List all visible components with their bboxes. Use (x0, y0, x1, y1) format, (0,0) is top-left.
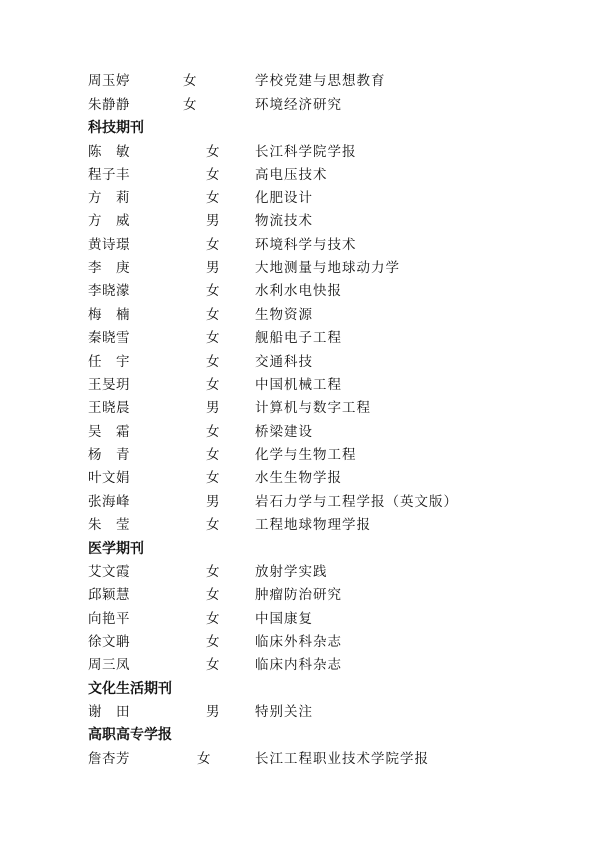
journal-name: 岩石力学与工程学报（英文版） (255, 494, 458, 510)
list-item (0, 444, 602, 467)
list-item (0, 187, 602, 210)
list-item (0, 164, 602, 187)
journal-name: 交通科技 (255, 354, 313, 370)
list-item (0, 631, 602, 654)
list-item (0, 374, 602, 397)
journal-name: 生物资源 (255, 307, 313, 323)
person-gender: 女 (183, 73, 197, 89)
person-name: 黄诗璟 (88, 237, 130, 253)
list-item (0, 304, 602, 327)
journal-name: 肿瘤防治研究 (255, 587, 342, 603)
list-item (0, 327, 602, 350)
person-name: 梅 楠 (88, 307, 130, 323)
list-item (0, 421, 602, 444)
journal-name: 环境科学与技术 (255, 237, 357, 253)
journal-name: 中国康复 (255, 611, 313, 627)
person-gender: 女 (206, 634, 220, 650)
journal-name: 化肥设计 (255, 190, 313, 206)
person-gender: 男 (206, 400, 220, 416)
journal-name: 化学与生物工程 (255, 447, 357, 463)
journal-name: 长江科学院学报 (255, 144, 357, 160)
section-heading: 文化生活期刊 (88, 681, 172, 697)
person-name: 徐文聃 (88, 634, 130, 650)
person-gender: 女 (206, 564, 220, 580)
section-heading: 科技期刊 (88, 120, 144, 136)
person-gender: 女 (206, 283, 220, 299)
person-gender: 女 (206, 237, 220, 253)
journal-name: 计算机与数字工程 (255, 400, 371, 416)
person-gender: 女 (183, 97, 197, 113)
person-name: 吴 霜 (88, 424, 130, 440)
person-name: 李晓濛 (88, 283, 130, 299)
journal-name: 舰船电子工程 (255, 330, 342, 346)
person-name: 张海峰 (88, 494, 130, 510)
person-gender: 男 (206, 704, 220, 720)
list-item (0, 491, 602, 514)
journal-name: 长江工程职业技术学院学报 (255, 751, 429, 767)
list-item (0, 234, 602, 257)
journal-name: 特别关注 (255, 704, 313, 720)
list-item (0, 514, 602, 537)
section-heading: 医学期刊 (88, 541, 144, 557)
person-gender: 男 (206, 260, 220, 276)
person-name: 任 宇 (88, 354, 130, 370)
journal-name: 临床外科杂志 (255, 634, 342, 650)
person-gender: 女 (197, 751, 211, 767)
list-item (0, 467, 602, 490)
person-name: 邱颖慧 (88, 587, 130, 603)
list-item (0, 257, 602, 280)
person-name: 方 威 (88, 213, 130, 229)
list-item (0, 748, 602, 771)
person-gender: 女 (206, 470, 220, 486)
person-gender: 女 (206, 307, 220, 323)
section-heading: 高职高专学报 (88, 727, 172, 743)
journal-name: 水生生物学报 (255, 470, 342, 486)
person-gender: 女 (206, 611, 220, 627)
person-gender: 女 (206, 330, 220, 346)
person-name: 陈 敏 (88, 144, 130, 160)
list-item (0, 654, 602, 677)
person-gender: 女 (206, 587, 220, 603)
person-name: 詹杏芳 (88, 751, 130, 767)
person-gender: 男 (206, 213, 220, 229)
list-item (0, 141, 602, 164)
person-gender: 男 (206, 494, 220, 510)
journal-name: 环境经济研究 (255, 97, 342, 113)
list-item (0, 280, 602, 303)
person-name: 周三凤 (88, 657, 130, 673)
person-gender: 女 (206, 377, 220, 393)
person-gender: 女 (206, 167, 220, 183)
journal-name: 中国机械工程 (255, 377, 342, 393)
person-name: 谢 田 (88, 704, 130, 720)
person-name: 朱 莹 (88, 517, 130, 533)
person-gender: 女 (206, 424, 220, 440)
list-item (0, 561, 602, 584)
list-item (0, 584, 602, 607)
journal-name: 临床内科杂志 (255, 657, 342, 673)
journal-name: 学校党建与思想教育 (255, 73, 386, 89)
list-item (0, 210, 602, 233)
person-name: 艾文霞 (88, 564, 130, 580)
person-gender: 女 (206, 354, 220, 370)
person-gender: 女 (206, 657, 220, 673)
person-gender: 女 (206, 447, 220, 463)
person-name: 王旻玥 (88, 377, 130, 393)
list-item (0, 397, 602, 420)
list-item (0, 70, 602, 93)
person-name: 王晓晨 (88, 400, 130, 416)
journal-name: 大地测量与地球动力学 (255, 260, 400, 276)
person-name: 杨 青 (88, 447, 130, 463)
list-item (0, 351, 602, 374)
journal-name: 物流技术 (255, 213, 313, 229)
journal-name: 桥梁建设 (255, 424, 313, 440)
list-item (0, 608, 602, 631)
person-gender: 女 (206, 517, 220, 533)
person-name: 叶文娟 (88, 470, 130, 486)
person-gender: 女 (206, 144, 220, 160)
journal-name: 高电压技术 (255, 167, 328, 183)
journal-name: 放射学实践 (255, 564, 328, 580)
person-name: 方 莉 (88, 190, 130, 206)
person-name: 朱静静 (88, 97, 130, 113)
journal-name: 水利水电快报 (255, 283, 342, 299)
list-item (0, 701, 602, 724)
person-name: 李 庚 (88, 260, 130, 276)
list-item (0, 94, 602, 117)
person-gender: 女 (206, 190, 220, 206)
person-name: 周玉婷 (88, 73, 130, 89)
person-name: 向艳平 (88, 611, 130, 627)
person-name: 秦晓雪 (88, 330, 130, 346)
journal-name: 工程地球物理学报 (255, 517, 371, 533)
person-name: 程子丰 (88, 167, 130, 183)
